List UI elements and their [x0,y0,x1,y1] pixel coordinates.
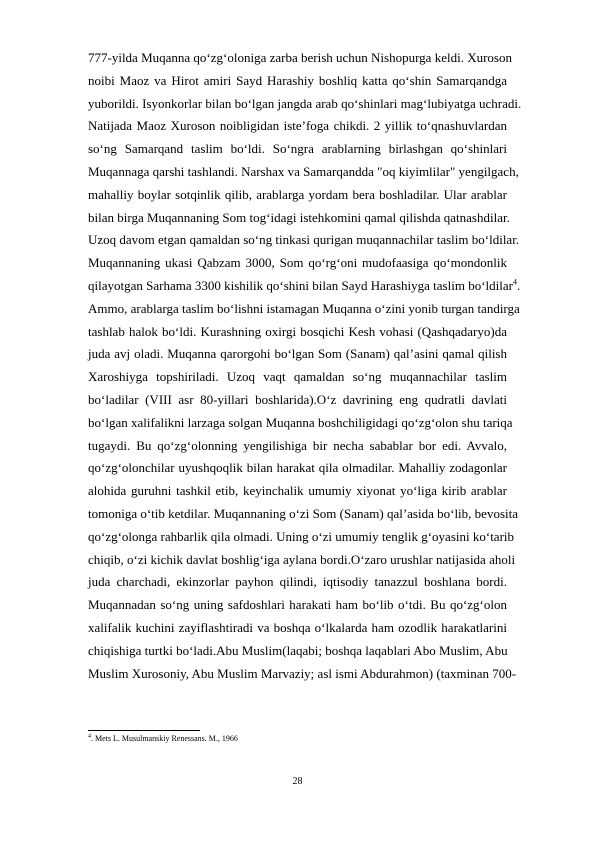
text-line: Ammo, arablarga taslim bo‘lishni istamagan Muqanna o‘zini yonib turgan tandirga [88,300,520,316]
text-line: qo‘zg‘olonga rahbarlik qila olmadi. Uning o‘zi umumiy tenglik g‘oyasini ko‘tarib [88,528,515,544]
footnote-reference[interactable]: 4 [512,277,517,287]
text-line: Xaroshiyga topshiriladi. Uzoq vaqt qamaldan so‘ng muqannachilar taslim [88,369,507,385]
text-line: yuborildi. Isyonkorlar bilan bo‘lgan jangda arab qo‘shinlari mag‘lubiyatga uchradi. [88,95,522,111]
text-line: Muslim Xurosoniy, Abu Muslim Marvaziy; asl ismi Abdurahmon) (taxminan 700- [88,665,517,681]
text-line: chiqishiga turtki bo‘ladi.Abu Muslim(laqabi; boshqa laqablari Abo Muslim, Abu [88,642,508,658]
text-line: Uzoq davom etgan qamaldan so‘ng tinkasi qurigan muqannachilar taslim bo‘ldilar. [88,232,520,248]
text-line: tomoniga o‘tib ketdilar. Muqannaning o‘zi Som (Sanam) qal’asida bo‘lib, bevosita [88,505,518,521]
text-line: noibi Maoz va Hirot amiri Sayd Harashiy boshliq katta qo‘shin Samarqandga [88,72,507,88]
text-line: tugaydi. Bu qo‘zg‘olonning yengilishiga bir necha sabablar bor edi. Avvalo, [88,437,507,453]
text-line: qo‘zg‘olonchilar uyushqoqlik bilan harakat qila olmadilar. Mahalliy zodagonlar [88,460,507,476]
text-line: Natijada Maoz Xuroson noibligidan iste’foga chikdi. 2 yillik to‘qnashuvlardan [88,118,507,134]
text-line: xalifalik kuchini zayiflashtiradi va boshqa o‘lkalarda ham ozodlik harakatlarini [88,619,507,635]
text-line: chiqib, o‘zi kichik davlat boshlig‘iga aylana bordi.O‘zaro urushlar natijasida aholi [88,551,516,567]
text-line: juda charchadi, ekinzorlar payhon qilindi, iqtisodiy tanazzul boshlana bordi. [88,574,507,590]
text-line: bilan birga Muqannaning Som tog‘idagi istehkomini qamal qilishda qatnashdilar. [88,209,510,225]
text-line-with-footnote-ref [88,275,521,298]
text-line: tashlab halok bo‘ldi. Kurashning oxirgi bosqichi Kesh vohasi (Qashqadaryo)da [88,323,507,339]
text-line: Muqannadan so‘ng uning safdoshlari harakati ham bo‘lib o‘tdi. Bu qo‘zg‘olon [88,597,507,613]
text-line: bo‘ladilar (VIII asr 80-yillari boshlarida).O‘z davrining eng qudratli davlati [88,391,507,407]
text-line: alohida guruhni tashkil etib, keyinchalik umumiy xiyonat yo‘liga kirib arablar [88,483,507,499]
text-line: bo‘lgan xalifalikni larzaga solgan Muqanna boshchiligidagi qo‘zg‘olon shu tariqa [88,414,513,430]
footnote-text: . Mets L. Musulmanskiy Renessans. M., 1966 [91,734,238,743]
body-text [88,47,522,685]
text-line: juda avj oladi. Muqanna qarorgohi bo‘lgan Som (Sanam) qal’asini qamal qilish [88,346,507,362]
footnote-reference-trailing: . [516,277,521,293]
text-line: 777-yilda Muqanna qo‘zg‘oloniga zarba berish uchun Nishopurga keldi. Xuroson [88,50,512,65]
text-line: Muqannaga qarshi tashlandi. Narshax va Samarqandda "oq kiyimlilar" yengilgach, [88,163,519,179]
text-line-content: qilayotgan Sarhama 3300 kishilik qo‘shini bilan Sayd Harashiyga taslim bo‘ldilar [88,277,513,293]
text-line: so‘ng Samarqand taslim bo‘ldi. So‘ngra arablarning birlashgan qo‘shinlari [88,141,507,157]
footnote-separator [88,730,200,731]
text-line: Muqannaning ukasi Qabzam 3000, Som qo‘rg‘oni mudofaasiga qo‘mondonlik [88,255,507,271]
footnote-marker: 4 [88,733,91,740]
text-line: mahalliy boylar sotqinlik qilib, arablarga yordam bera boshladilar. Ular arablar [88,186,507,202]
page-number: 28 [292,776,303,787]
footnote [88,734,507,744]
